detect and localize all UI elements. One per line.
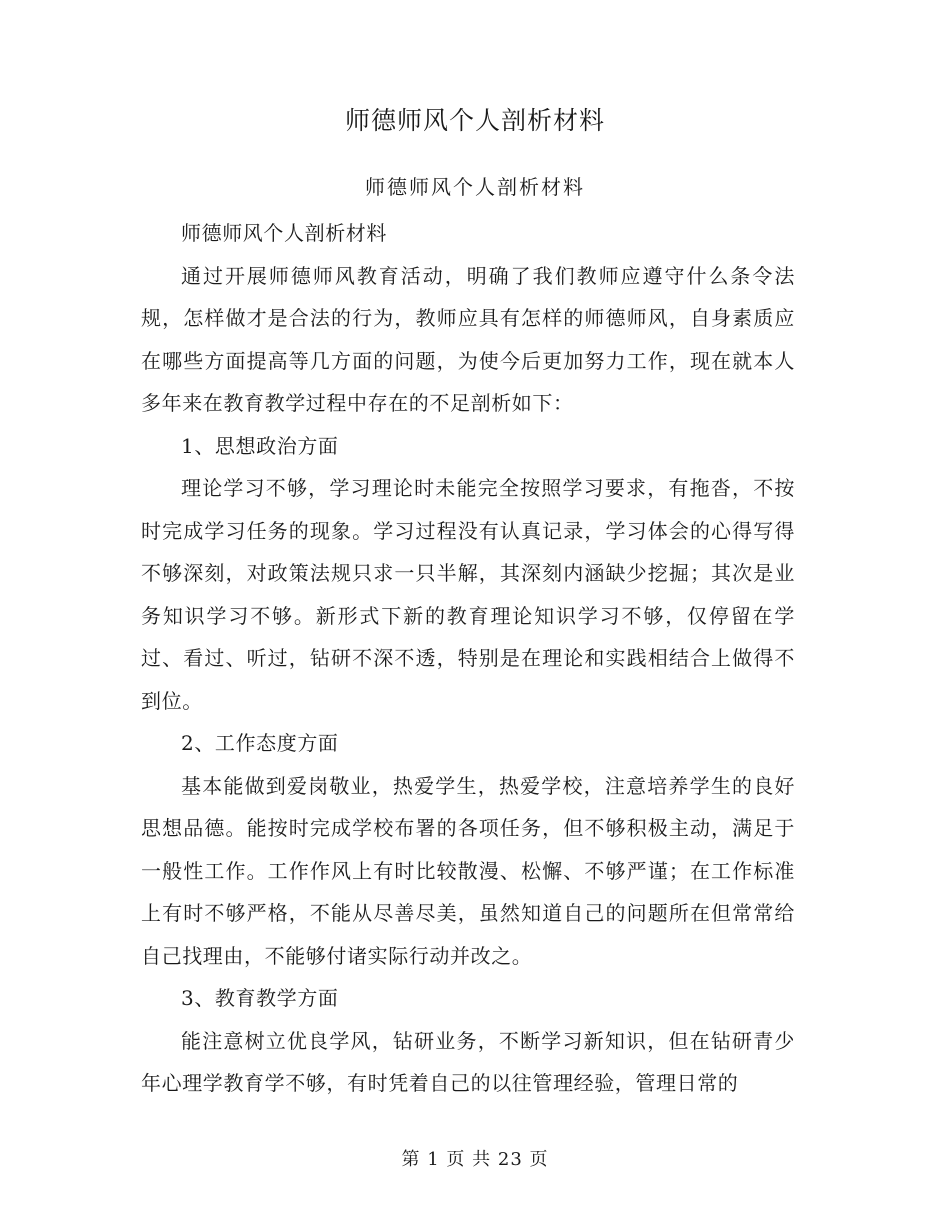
paragraph-teaching: 能注意树立优良学风，钻研业务，不断学习新知识，但在钻研青少年心理学教育学不够，有时凭着自己的以往管理经验，管理日常的 (141, 1028, 795, 1095)
footer-middle: 页 共 (446, 1149, 492, 1170)
paragraph-political: 理论学习不够，学习理论时未能完全按照学习要求，有拖沓，不按时完成学习任务的现象。学习过程没有认真记录，学习体会的心得写得不够深刻，对政策法规只求一只半解，其深刻内涵缺少挖掘；其次是业务知识学习不够。新形式下新的教育理论知识学习不够，仅停留在学过、看过、听过，钻研不深不透，特别是在理论和实践相结合上做得不到位。 (141, 476, 795, 713)
footer-suffix: 页 (529, 1149, 549, 1170)
document-subtitle: 师德师风个人剖析材料 (365, 175, 585, 199)
section-heading-teaching: 3、教育教学方面 (181, 986, 339, 1010)
document-title: 师德师风个人剖析材料 (344, 106, 605, 135)
section-heading-attitude: 2、工作态度方面 (181, 731, 339, 755)
section-heading-political: 1、思想政治方面 (181, 433, 339, 458)
footer-prefix: 第 (401, 1149, 421, 1170)
paragraph-attitude: 基本能做到爱岗敬业，热爱学生，热爱学校，注意培养学生的良好思想品德。能按时完成学校布署的各项任务，但不够积极主动，满足于一般性工作。工作作风上有时比较散漫、松懈、不够严谨；在工作标准上有时不够严格，不能从尽善尽美，虽然知道自己的问题所在但常常给自己找理由，不能够付诸实际行动并改之。 (141, 773, 795, 968)
footer-current-page: 1 (427, 1149, 440, 1170)
page-footer (0, 1146, 950, 1174)
document-body (141, 212, 795, 1105)
paragraph-heading-repeat: 师德师风个人剖析材料 (181, 221, 387, 245)
paragraph-intro: 通过开展师德师风教育活动，明确了我们教师应遵守什么条令法规，怎样做才是合法的行为，教师应具有怎样的师德师风，自身素质应在哪些方面提高等几方面的问题，为使今后更加努力工作，现在就本人多年来在教育教学过程中存在的不足剖析如下： (141, 263, 795, 415)
footer-total-pages: 23 (497, 1149, 523, 1170)
